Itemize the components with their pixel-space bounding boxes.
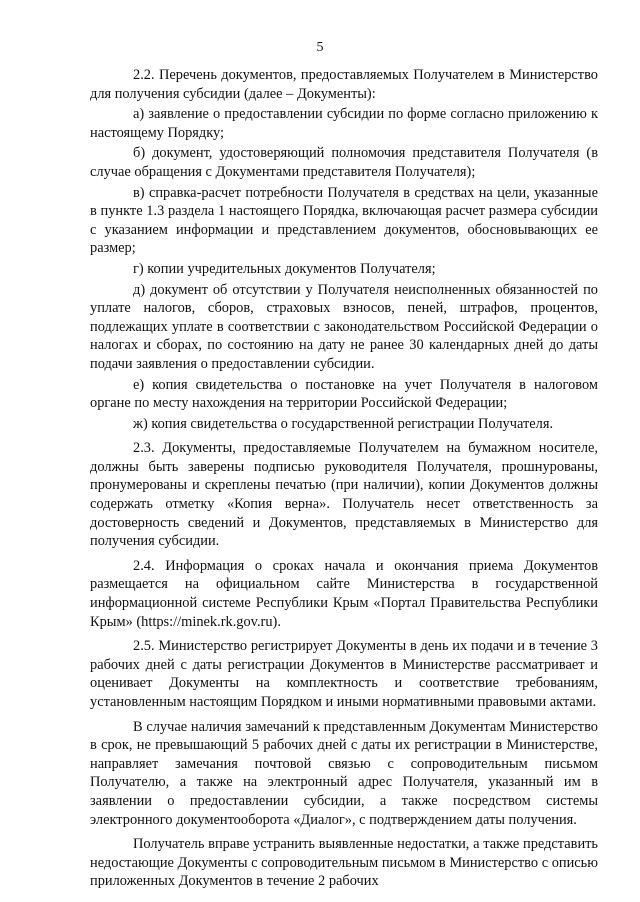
document-body [90,66,598,893]
paragraph-correction: Получатель вправе устранить выявленные недостатки, а также представить недостающие Документы с сопроводительным письмом в Министерство с описью приложенных Документов в течение 2 рабочих [90,836,598,890]
paragraph-remarks: В случае наличия замечаний к представленным Документам Министерство в срок, не превышающий 5 рабочих дней с даты их регистрации в Министерстве, направляет замечания почтовой связью с сопроводительным письмом Получателю, а также на электронный адрес Получателя, указанный им в заявлении о предоставлении субсидии, а также посредством системы электронного документооборота «Диалог», с подтверждением даты получения. [90,718,598,828]
page-number: 5 [316,40,324,55]
paragraph-2-3: 2.3. Документы, предоставляемые Получателем на бумажном носителе, должны быть заверены подписью руководителя Получателя, прошнурованы, пронумерованы и скреплены печатью (при наличии), копии Документов должны содержать отметку «Копия верна». Получатель несет ответственность за достоверность сведений и Документов, представляемых в Министерство для получения субсидии. [90,440,598,550]
list-item-zh: ж) копия свидетельства о государственной регистрации Получателя. [133,415,554,432]
list-item-g: г) копии учредительных документов Получателя; [133,260,436,277]
paragraph-2-5: 2.5. Министерство регистрирует Документы в день их подачи и в течение 3 рабочих дней с даты регистрации Документов в Министерстве рассматривает и оценивает Документы на комплектность и соответствие требованиям, установленным настоящим Порядком и иными нормативными правовыми актами. [90,638,598,710]
list-item-d: д) документ об отсутствии у Получателя неисполненных обязанностей по уплате налогов, сборов, страховых взносов, пеней, штрафов, процентов, подлежащих уплате в соответствии с законодательством Российской Федерации о налогах и сборах, по состоянию на дату не ранее 30 календарных дней до даты подачи заявления о предоставлении субсидии. [90,281,598,372]
list-item-b: б) документ, удостоверяющий полномочия представителя Получателя (в случае обращения с Документами представителя Получателя); [90,145,598,180]
list-item-v: в) справка-расчет потребности Получателя в средствах на цели, указанные в пункте 1.3 раздела 1 настоящего Порядка, включающая расчет размера субсидии с указанием информации и представлением документов, обосновывающих ее размер; [90,184,598,257]
paragraph-2-2: 2.2. Перечень документов, предоставляемых Получателем в Министерство для получения субсидии (далее – Документы): [90,67,598,102]
list-item-e: е) копия свидетельства о постановке на учет Получателя в налоговом органе по месту нахождения на территории Российской Федерации; [90,376,598,412]
list-item-a: а) заявление о предоставлении субсидии по форме согласно приложению к настоящему Порядку; [90,106,598,141]
paragraph-2-4: 2.4. Информация о сроках начала и окончания приема Документов размещается на официальном сайте Министерства в государственной информационной системе Республики Крым «Портал Правительства Республики Крым» (https://minek.rk.gov.ru). [90,557,598,630]
